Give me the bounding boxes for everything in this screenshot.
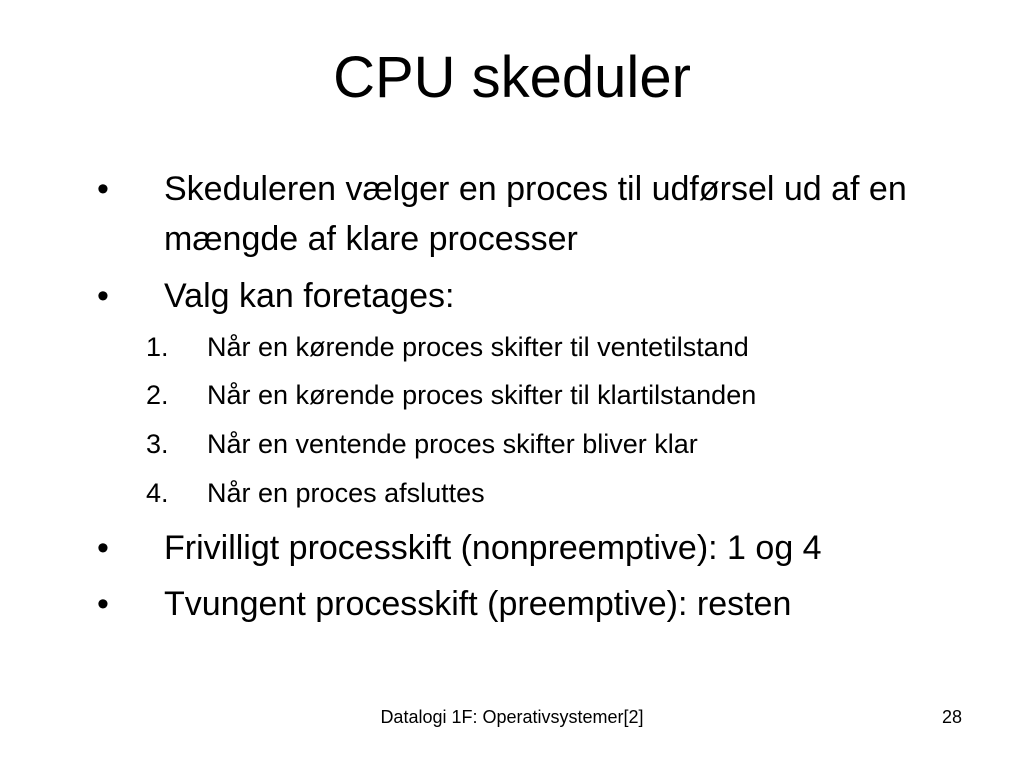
- bullet-text: Frivilligt processkift (nonpreemptive): 1 og 4: [164, 529, 822, 567]
- number-marker: 2.: [146, 380, 169, 410]
- page-number: 28: [941, 707, 962, 727]
- footer-course-title: Datalogi 1F: Operativsystemer[2]: [380, 707, 644, 727]
- numbered-text: Når en kørende proces skifter til klartilstanden: [207, 380, 757, 410]
- bullet-marker: •: [97, 529, 109, 567]
- bullet-marker: •: [97, 277, 109, 315]
- bullet-marker: •: [97, 170, 109, 208]
- bullet-text: Skeduleren vælger en proces til udførsel ud af en mængde af klare processer: [164, 170, 907, 258]
- numbered-text: Når en ventende proces skifter bliver klar: [207, 429, 698, 459]
- bullet-marker: •: [97, 585, 109, 623]
- number-marker: 3.: [146, 429, 169, 459]
- bullet-text: Tvungent processkift (preemptive): resten: [164, 585, 792, 623]
- number-marker: 4.: [146, 478, 169, 508]
- numbered-text: Når en kørende proces skifter til ventetilstand: [207, 332, 749, 362]
- slide-title: CPU skeduler: [333, 45, 691, 110]
- bullet-text: Valg kan foretages:: [164, 277, 455, 315]
- numbered-text: Når en proces afsluttes: [207, 478, 485, 508]
- number-marker: 1.: [146, 332, 169, 362]
